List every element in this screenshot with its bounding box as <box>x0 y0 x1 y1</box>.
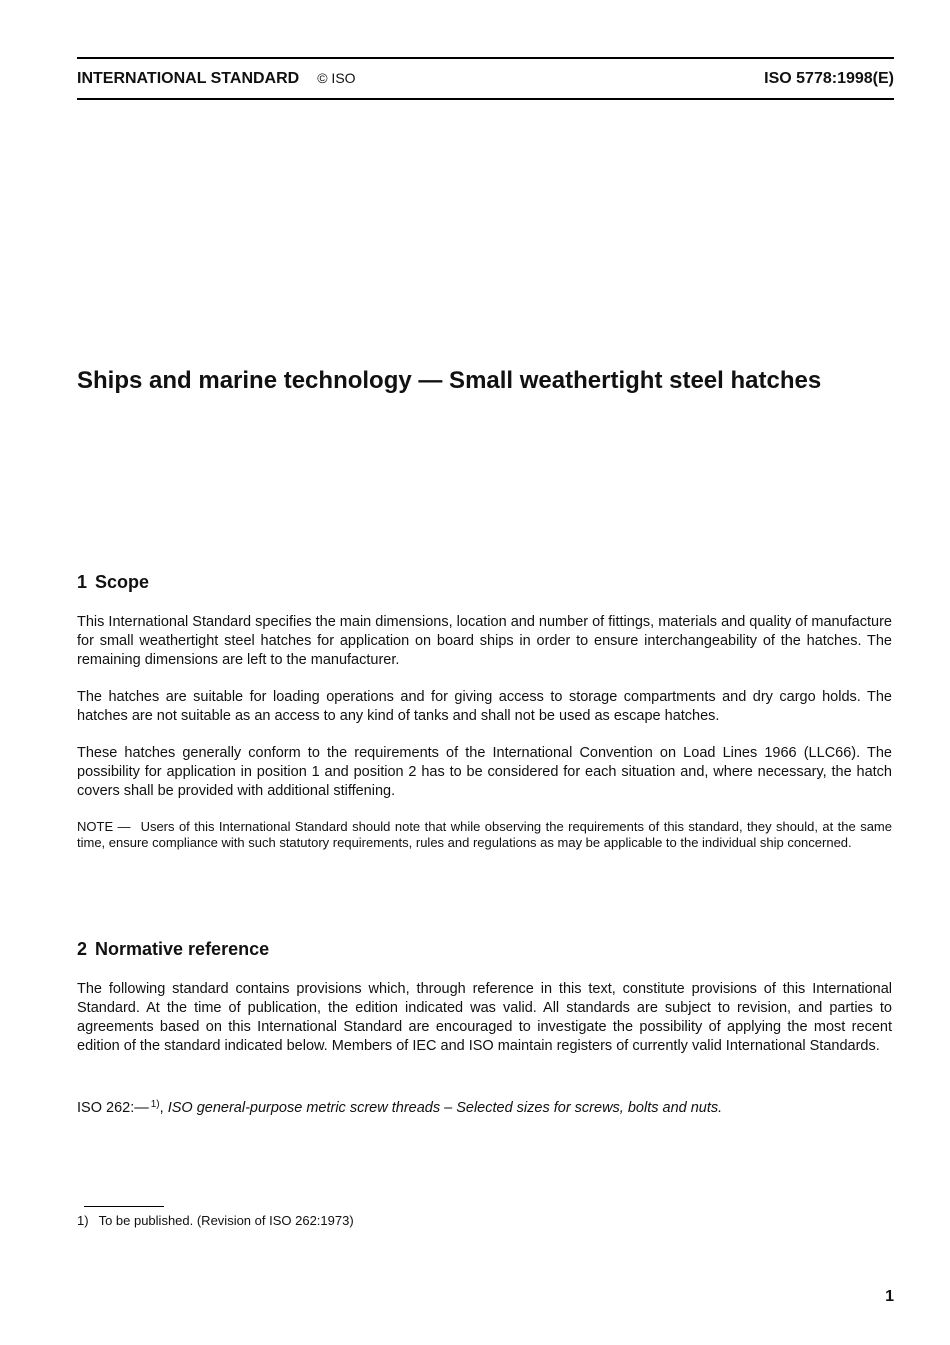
header-bottom-rule <box>77 98 894 100</box>
footnote-text: To be published. (Revision of ISO 262:1973) <box>98 1213 354 1228</box>
reference-separator: , <box>159 1100 168 1116</box>
normative-reference-paragraph: The following standard contains provisions which, through reference in this text, constitute provisions of this International Standard. At the time of publication, the edition indicated was valid. All standards are subject to revision, and parties to agreements based on this International Standard are encouraged to investigate the possibility of applying the most recent edition of the standard indicated below. Members of IEC and ISO maintain registers of currently valid International Standards. <box>77 981 892 1054</box>
scope-paragraph-2: The hatches are suitable for loading operations and for giving access to storage compartments and dry cargo holds. The hatches are not suitable as an access to any kind of tanks and shall not be used as escape hatches. <box>77 689 892 724</box>
section-heading-normative-reference <box>77 938 269 960</box>
footnote-rule <box>84 1206 164 1207</box>
document-number: ISO 5778:1998(E) <box>764 70 894 87</box>
reference-code: ISO 262:— <box>77 1100 149 1116</box>
scope-paragraph-1: This International Standard specifies the main dimensions, location and number of fittings, materials and quality of manufacture for small weathertight steel hatches for application on board ships in order to ensure interchangeability of the hatches. The remaining dimensions are left to the manufacturer. <box>77 614 892 668</box>
section-number: 1 <box>77 572 88 592</box>
scope-paragraph-3: These hatches generally conform to the requirements of the International Convention on Load Lines 1966 (LLC66). The possibility for application in position 1 and position 2 has to be considered for each situation and, where necessary, the hatch covers shall be provided with additional stiffening. <box>77 745 892 799</box>
scope-note <box>77 819 892 851</box>
section-number: 2 <box>77 939 88 959</box>
copyright-notice: © ISO <box>317 70 356 86</box>
note-text: Users of this International Standard should note that while observing the requirements of this standard, they should, at the same time, ensure compliance with such statutory requirements, rules and regulations as may be applicable to the individual ship concerned. <box>77 819 892 850</box>
footnote-mark: 1) <box>77 1213 89 1228</box>
reference-title: ISO general-purpose metric screw threads – Selected sizes for screws, bolts and nuts. <box>167 1100 723 1116</box>
document-title: Ships and marine technology — Small weathertight steel hatches <box>77 367 822 394</box>
running-header <box>77 70 894 92</box>
note-label: NOTE — <box>77 819 131 834</box>
footnote <box>77 1213 354 1229</box>
standard-label: INTERNATIONAL STANDARD <box>77 70 300 87</box>
normative-reference-entry <box>77 1095 892 1118</box>
footnote-marker[interactable]: 1) <box>150 1099 160 1110</box>
section-title: Scope <box>95 572 150 592</box>
section-heading-scope <box>77 571 149 593</box>
page-number: 1 <box>885 1288 894 1305</box>
header-top-rule <box>77 57 894 59</box>
section-title: Normative reference <box>95 939 270 959</box>
